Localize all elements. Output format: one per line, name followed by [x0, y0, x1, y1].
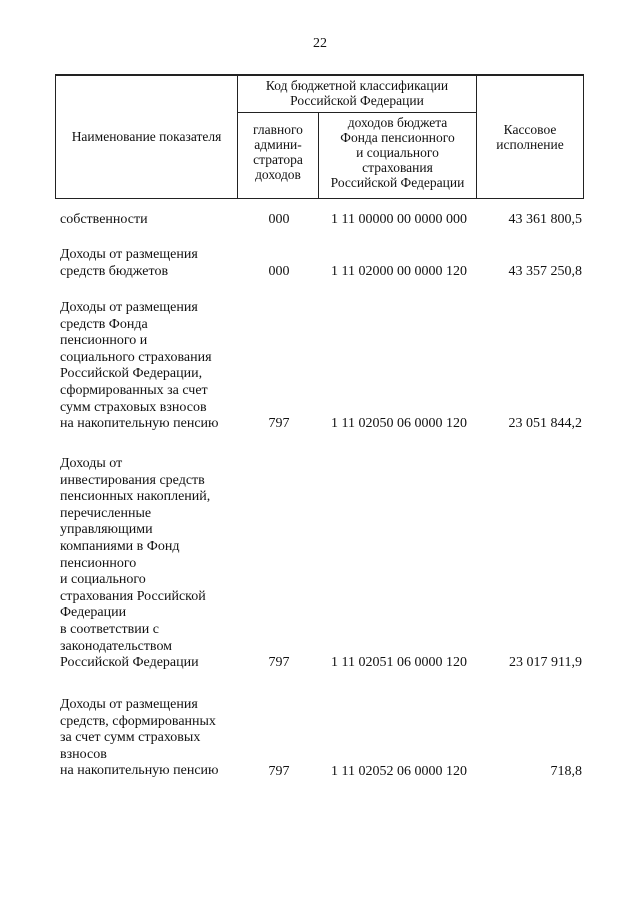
row-admin-code: 000: [268, 212, 290, 227]
header-income-line: доходов бюджета: [347, 115, 448, 130]
row-name-line: взносов: [60, 746, 107, 762]
row-name: [60, 697, 245, 780]
header-admin-line: админи-: [254, 137, 302, 152]
row-name-line: социального страхования: [60, 349, 212, 365]
row-name-line: собственности: [60, 212, 148, 227]
row-name-line: в соответствии с: [60, 621, 159, 637]
row-amount: 43 357 250,8: [508, 264, 582, 279]
row-name-line: пенсионного и: [60, 333, 148, 349]
page-number: 22: [313, 36, 327, 51]
row-name-line: сумм страховых взносов: [60, 399, 207, 415]
row-amount: 718,8: [550, 764, 582, 779]
row-name-line: средств бюджетов: [60, 263, 169, 279]
header-code-group-cell: [238, 78, 476, 108]
table-header: [0, 0, 640, 220]
row-admin-code: 797: [268, 416, 290, 431]
row-name-line: Российской Федерации,: [60, 366, 203, 382]
row-name: [60, 456, 245, 672]
header-income-line: и социального: [356, 145, 439, 160]
header-admin-cell: [238, 122, 318, 182]
row-name: [60, 247, 245, 280]
header-admin-line: главного: [253, 122, 303, 137]
row-name-line: Доходы от размещения: [60, 247, 198, 262]
row-name-line: компаниями в Фонд: [60, 538, 180, 554]
header-right-border: [583, 74, 584, 199]
row-name-line: пенсионных накоплений,: [60, 489, 211, 505]
row-name-line: пенсионного: [60, 555, 137, 571]
header-exec-line: Кассовое: [503, 122, 557, 137]
row-budget-code: 1 11 02052 06 0000 120: [331, 764, 467, 779]
row-name-line: сформированных за счет: [60, 382, 208, 398]
row-name-line: управляющими: [60, 522, 153, 538]
row-amount: 23 017 911,9: [509, 655, 582, 670]
row-budget-code: 1 11 02000 00 0000 120: [331, 264, 467, 279]
row-budget-code: 1 11 02050 06 0000 120: [331, 416, 467, 431]
header-name-cell: [56, 129, 237, 144]
header-divider-code-group: [237, 112, 477, 113]
header-income-cell: [319, 115, 476, 190]
row-name-line: законодательством: [60, 638, 173, 654]
row-name-line: на накопительную пенсию: [60, 763, 219, 779]
row-name: [60, 212, 245, 229]
row-name-line: перечисленные: [60, 505, 152, 521]
row-name-line: инвестирования средств: [60, 472, 205, 488]
header-exec-cell: [477, 122, 583, 152]
row-name: [60, 300, 245, 433]
header-code-group-line: Российской Федерации: [290, 93, 424, 108]
row-name-line: Российской Федерации: [60, 655, 199, 671]
header-exec-line: исполнение: [496, 137, 564, 152]
header-code-group-line: Код бюджетной классификации: [265, 78, 449, 93]
header-income-line: Российской Федерации: [330, 175, 465, 190]
header-income-line: страхования: [362, 160, 433, 175]
header-name-text: Наименование показателя: [71, 129, 222, 144]
row-admin-code: 000: [268, 264, 290, 279]
row-name-line: за счет сумм страховых: [60, 730, 201, 746]
row-amount: 43 361 800,5: [508, 212, 582, 227]
row-name-line: средств Фонда: [60, 316, 148, 332]
row-amount: 23 051 844,2: [508, 416, 582, 431]
row-name-line: Доходы от размещения: [60, 300, 198, 315]
header-top-border: [55, 74, 584, 76]
row-name-line: на накопительную пенсию: [60, 416, 219, 432]
header-admin-line: стратора: [253, 152, 303, 167]
row-admin-code: 797: [268, 655, 290, 670]
header-bottom-border: [55, 198, 584, 199]
row-name-line: Федерации: [60, 605, 127, 621]
row-name-line: страхования Российской: [60, 588, 206, 604]
row-budget-code: 1 11 02051 06 0000 120: [331, 655, 467, 670]
header-admin-line: доходов: [255, 167, 301, 182]
row-name-line: средств, сформированных: [60, 713, 216, 729]
row-name-line: Доходы от: [60, 456, 123, 471]
header-income-line: Фонда пенсионного: [340, 130, 455, 145]
row-name-line: и социального: [60, 572, 146, 588]
row-name-line: Доходы от размещения: [60, 697, 198, 712]
row-budget-code: 1 11 00000 00 0000 000: [331, 212, 467, 227]
row-admin-code: 797: [268, 764, 290, 779]
